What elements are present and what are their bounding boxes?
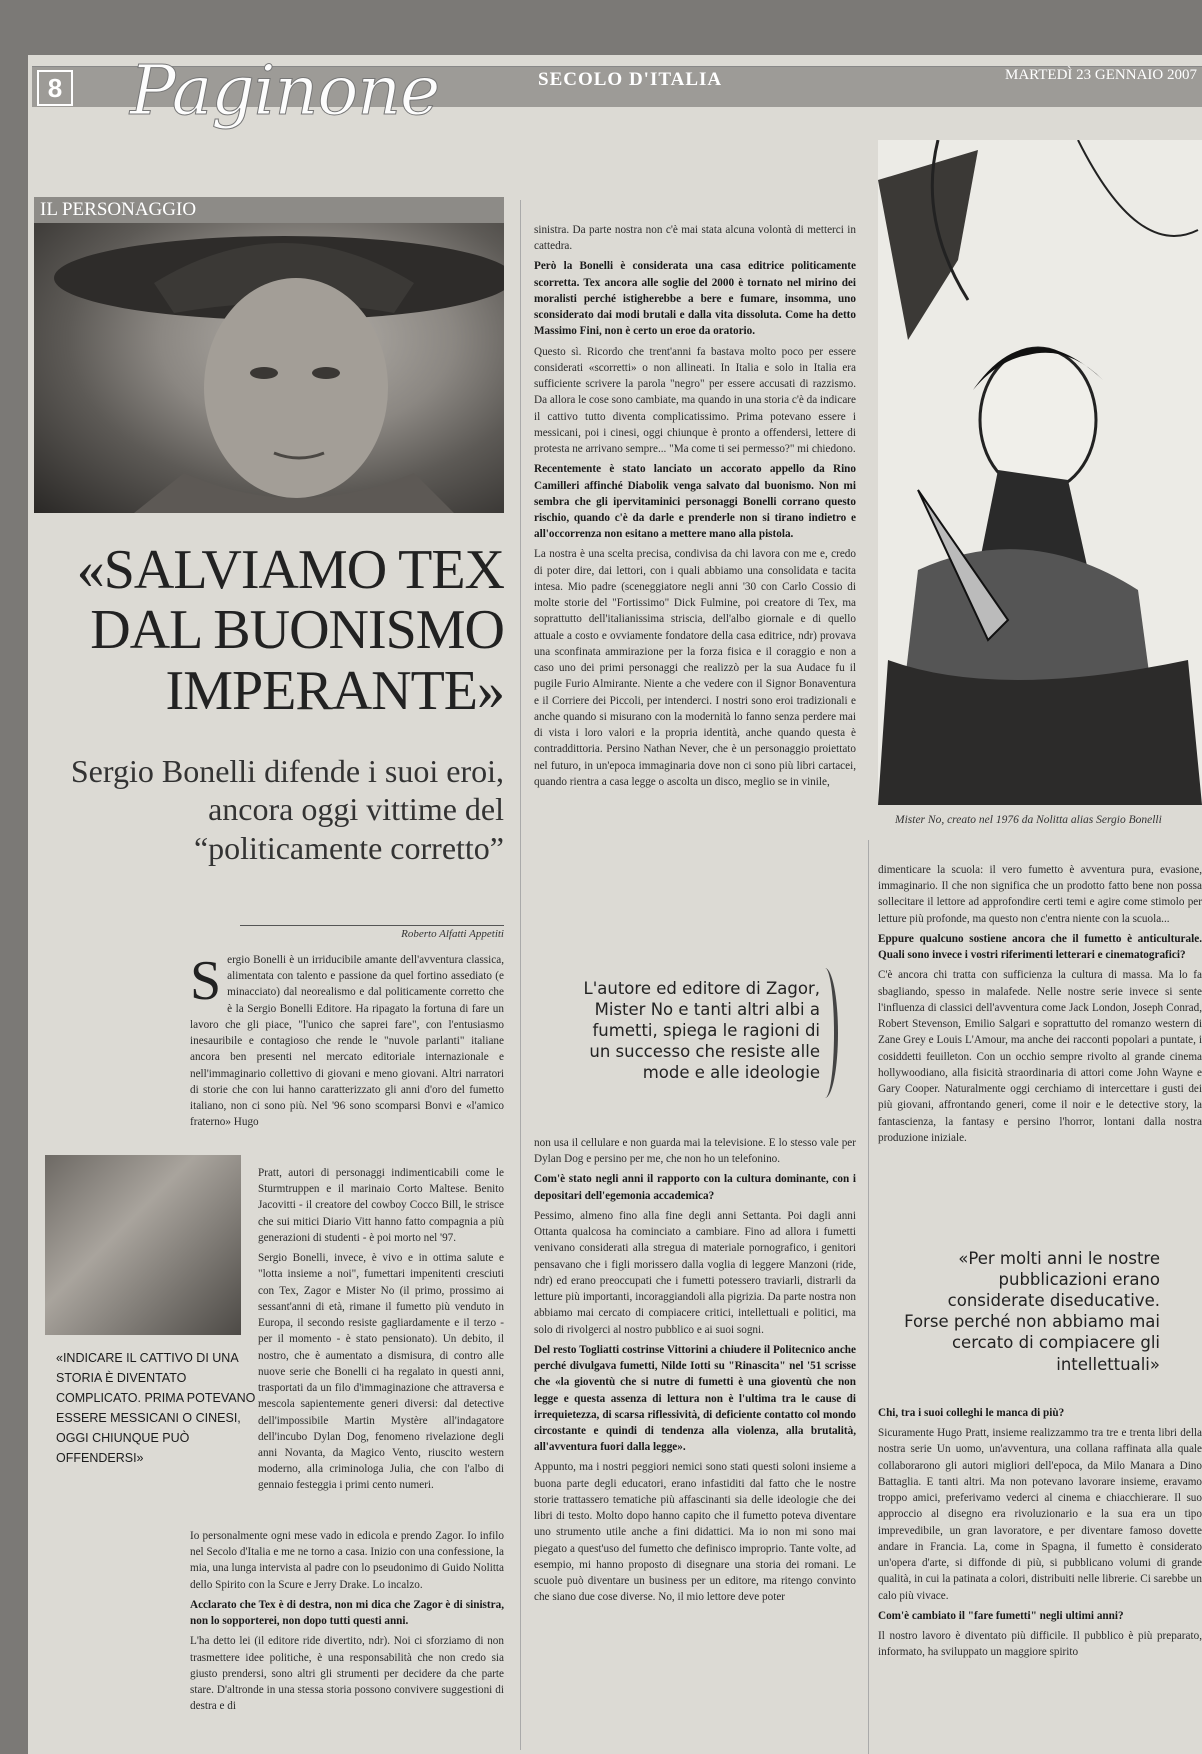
paragraph: Questo sì. Ricordo che trent'anni fa bastava molto poco per essere considerati «scorretti» o non allineati. In Italia e solo in Italia era sufficiente scrivere la parola "negro" per essere accusati di razzismo. Da allora le cose sono cambiate, ma quando in una storia c'è da indicare il cattivo tutto diventa complicatissimo. Prima potevano essere i messicani, poi i cinesi, oggi chiunque è pronto a offendersi, lettere di protesta ne arrivano sempre... "Ma come ti sei permesso?" mi chiedono. xyxy=(534,345,856,456)
mid-pull-quote: L'autore ed editore di Zagor, Mister No e tanti altri albi a fumetti, spiega le ragioni di un successo che resiste alle mode e alle ideologie xyxy=(576,978,820,1084)
lead-paragraph: ergio Bonelli è un irriducibile amante dell'avventura classica, alimentata con talento e passione da quel fortino assediato (e minacciato) dal neorealismo e dal politicamente corretto che è la Sergio Bonelli Editore. Ha ripagato la fortuna di fare un lavoro che gli piace, "l'unico che saprei fare", con l'entusiasmo inesauribile e contagioso che rende le "nuvole parlanti" italiane ancora ben presenti nel mercato editoriale internazionale e nell'immaginario collettivo di giovani e meno giovani. Altri narratori di storie che con lui hanno caratterizzato gli anni d'oro del fumetto italiano, non ci sono più. Nel '96 sono scomparsi Bonvi e «l'amico fraterno» Hugo xyxy=(190,954,504,1129)
newspaper-name: SECOLO D'ITALIA xyxy=(538,69,723,90)
paragraph: Appunto, ma i nostri peggiori nemici sono stati questi soloni insieme a buona parte degli educatori, erano infastiditi dal fatto che le nostre storie trattassero tematiche più affascinanti sia delle ideologie che dei libri di testo. Molto dopo hanno capito che il fumetto poteva diventare uno strumento utile anche a fini didattici. Ma io non mi sono mai piegato a quest'uso del fumetto che definisco improprio. Tante volte, ad esempio, mi hanno proposto di disegnare una storia dei romani. Le scuole può diventare un business per un editore, ma ritengo convinto che siano due cose diverse. No, il mio lettore deve poter xyxy=(534,1461,856,1604)
column-1-bottom xyxy=(190,1528,504,1754)
column-2-bottom xyxy=(534,1135,856,1754)
section-title: Paginone xyxy=(130,52,440,131)
column-3-bottom xyxy=(878,1405,1202,1754)
interview-question: Com'è cambiato il "fare fumetti" negli ultimi anni? xyxy=(878,1609,1124,1622)
column-2-top xyxy=(534,222,856,957)
inset-pull-quote: «INDICARE IL CATTIVO DI UNA STORIA È DIVENTATO COMPLICATO. PRIMA POTEVANO ESSERE MESSICANI O CINESI, OGGI CHIUNQUE PUÒ OFFENDERSI» xyxy=(56,1351,256,1465)
paragraph: Io personalmente ogni mese vado in edicola e prendo Zagor. Io infilo nel Secolo d'Italia e me ne torno a casa. Inizio con una confessione, la mia, una lunga intervista al padre con lo pseudonimo di Guido Nolitta dello Spirito con la Scure e Jerry Drake. Lo incalzo. xyxy=(190,1530,504,1591)
column-rule xyxy=(520,200,521,1750)
kicker: IL PERSONAGGIO xyxy=(34,197,504,223)
interview-question: Recentemente è stato lanciato un accorato appello da Rino Camilleri affinché Diabolik venga salvato dal buonismo. Non mi sembra che gli ipervitaminici personaggi Bonelli corrano questo rischio, quando c'è da darle e prenderle non si tirano indietro e all'occorrenza non esitano a mettere mano alla pistola. xyxy=(534,463,856,541)
headline: «SALVIAMO TEX DAL BUONISMO IMPERANTE» xyxy=(76,539,504,722)
column-1-top xyxy=(190,952,504,1162)
interview-question: Eppure qualcuno sostiene ancora che il fumetto è anticulturale. Quali sono invece i vostri riferimenti letterari e cinematografici? xyxy=(878,932,1202,962)
paragraph: Pratt, autori di personaggi indimenticabili come le Sturmtruppen e il marinaio Corto Maltese. Benito Jacovitti - il creatore del cowboy Cocco Bill, le strisce che sui mitici Diario Vitt hanno fatto compagnia a più generazioni di studenti - è poi morto nel '97. xyxy=(258,1167,504,1244)
inset-photo-bonelli xyxy=(45,1155,241,1335)
comic-illustration xyxy=(878,140,1202,805)
interview-question: Del resto Togliatti costrinse Vittorini a chiudere il Politecnico anche perché divulgava fumetti, Nilde Iotti su "Rinascita" nel '51 scrisse che «la gioventù che si nutre di fumetti è una gioventù che non legge e questa assenza di lettura non è l'ultima tra le cause di irrequietezza, di scarsa riflessività, di deficiente contatto col mondo circostante e quindi di tendenza alla violenza, alla brutalità, all'avventura fuori dalla legge». xyxy=(534,1343,856,1454)
paragraph: non usa il cellulare e non guarda mai la televisione. E lo stesso vale per Dylan Dog e persino per me, che non ho un telefonino. xyxy=(534,1137,856,1166)
subheadline: Sergio Bonelli difende i suoi eroi, ancora oggi vittime del “politicamente corretto” xyxy=(70,753,504,866)
paragraph: Sicuramente Hugo Pratt, insieme realizzammo tra tre e trenta libri della nostra serie Un uomo, un'avventura, una collana raffinata alla quale collaborarono gli autori migliori dell'epoca, da Milo Manara a Dino Battaglia. E tanti altri. Ma non potevano lavorare insieme, eravamo troppo amici, preferivamo vederci al cinema e chiacchierare. Il suo approccio al disegno era rivoluzionario e la sua era un tipo imprevedibile, un gran lavoratore, e per diventare famoso dovette andare in Francia. La, come in Spagna, il fumetto è considerato un'opera d'arte, si diffonde di più, si pubblicano volumi di grande qualità, in cui la patinata a colori, distribuiti nelle librerie. Ci sarebbe un calo più vivace. xyxy=(878,1427,1202,1602)
paragraph: Sergio Bonelli, invece, è vivo e in ottima salute e "lotta insieme a noi", fumettari impenitenti cresciuti con Tex, Zagor e Mister No (il primo, prossimo ai sessant'anni di età, rimane il fumetto più venduto in Europa, il secondo resiste gagliardamente e il terzo - per il momento - è stato pensionato). Un debito, il nostro, che è aumentato a dismisura, di contro alle nuove serie che Bonelli ci ha regalato in questi anni, trasportati da un filo d'immaginazione che attraversa e mescola sapientemente generi diversi: dal detective dell'impossibile Martin Mystère all'indagatore dell'incubo Dylan Dog, fenomeno rivelazione degli anni Novanta, da Magico Vento, riuscito western moderno, alla criminologa Julia, che con l'albo di gennaio festeggia i primi cento numeri. xyxy=(258,1252,504,1492)
interview-question: Acclarato che Tex è di destra, non mi dica che Zagor è di sinistra, non lo sopporterei, non dopo tutti questi anni. xyxy=(190,1598,504,1628)
paragraph: Pessimo, almeno fino alla fine degli anni Settanta. Poi dagli anni Ottanta qualcosa ha cominciato a cambiare. Fino ad allora i fumetti venivano considerati alla stregua di materiale pornografico, i genitori pensavano che i figli morissero dalla voglia di leggere Manzoni (ride, ndr) ed erano preoccupati che i fumetti potessero traviarli, distrarli da letture più importanti, incoraggiandoli alla pigrizia. Da parte nostra non abbiamo mai cercato di compiacere critici, intellettuali e politici, ma solo di rivolgerci al nostro pubblico e ai suoi sogni. xyxy=(534,1209,856,1336)
drop-cap: S xyxy=(190,952,222,1012)
portrait-photo xyxy=(34,223,504,513)
byline: Roberto Alfatti Appetiti xyxy=(240,925,504,940)
column-1-beside-photo xyxy=(258,1165,504,1525)
paragraph: Il nostro lavoro è diventato più difficile. Il pubblico è più preparato, informato, ha sviluppato un maggiore spirito xyxy=(878,1630,1202,1659)
interview-question: Com'è stato negli anni il rapporto con la cultura dominante, con i depositari dell'egemonia accademica? xyxy=(534,1173,856,1202)
paragraph: L'ha detto lei (il editore ride divertito, ndr). Noi ci sforziamo di non trasmettere idee politiche, è una responsabilità che non credo sia giusto prendersi, sono altri gli strumenti per decidere da che parte stare. D'altronde in una stessa storia possono convivere suggestioni di destra e di xyxy=(190,1635,504,1713)
paragraph: sinistra. Da parte nostra non c'è mai stata alcuna volontà di metterci in cattedra. xyxy=(534,224,856,253)
interview-question: Chi, tra i suoi colleghi le manca di più? xyxy=(878,1407,1065,1419)
paragraph: La nostra è una scelta precisa, condivisa da chi lavora con me e, credo di poter dire, dai lettori, con i quali abbiamo una consolidata e tacita intesa. Mio padre (sceneggiatore negli anni '30 con Carlo Cossio di molte storie del "Fortissimo" Dick Fulmine, poi creatore di Tex, ma soprattutto dell'italianissima striscia, dell'albo giornale e di quello attuale a costo e ovviamente fondatore della casa editrice, ndr) provava una sconfinata ammirazione per la forza fisica e il coraggio e non a caso uno dei primi personaggi che realizzò per la sua Audace fu il pugile Furio Almirante. Niente a che vedere con il Signor Bonaventura e il Corriere dei Piccoli, per intenderci. I nostri sono eroi tradizionali e anche quando si misurano con la modernità lo fanno senza perdere mai di vista i loro valori e la propria identità, anche quando questa è contraddittoria. Persino Nathan Never, che è un personaggio proiettato nel futuro, in un'epoca immaginaria dove non ci sono più libri cartacei, quando rientra a casa legge o ascolta un disco, meglio se in vinile, xyxy=(534,548,856,788)
interview-question: Però la Bonelli è considerata una casa editrice politicamente scorretta. Tex ancora alle soglie del 2000 è tornato nel mirino dei moralisti perché istigherebbe a bere e fumare, insomma, uno sconsiderato dai modi brutali e dalla vita dissoluta. Come ha detto Massimo Fini, non è certo un eroe da oratorio. xyxy=(534,260,856,338)
issue-date: MARTEDÌ 23 GENNAIO 2007 xyxy=(1005,67,1197,83)
paragraph: dimenticare la scuola: il vero fumetto è avventura pura, evasione, immaginario. Il che non significa che un prodotto fatto bene non possa sollecitare il lettore ad approfondire certi temi e agire come stimolo per letture più profonde, ma questo non c'entra niente con la scuola... xyxy=(878,864,1202,925)
column-3-top xyxy=(878,862,1202,1238)
page-number: 8 xyxy=(37,70,73,106)
paragraph: C'è ancora chi tratta con sufficienza la cultura di massa. Ma lo fa sbagliando, spesso in malafede. Nelle nostre serie invece si sente l'influenza di classici dell'avventura come Jack London, Joseph Conrad, Robert Stevenson, Emilio Salgari e soprattutto del romanzo western di Zane Grey e Louis L'Amour, ma anche dei racconti popolari a puntate, i cosiddetti feuilleton. Con un occhio sempre rivolto al grande cinema hollywoodiano, alla fisicità straordinaria di attori come John Wayne e Gary Cooper. Naturalmente oggi cerchiamo di intercettare i gusti dei più giovani, affrontando generi, come il noir e le detective story, la fantascienza, la fantasy e persino l'horror, lontani dalla nostra produzione iniziale. xyxy=(878,969,1202,1144)
right-pull-quote: «Per molti anni le nostre pubblicazioni erano considerate diseducative. Forse perché non abbiamo mai cercato di compiacere gli intellettuali» xyxy=(904,1249,1160,1374)
column-rule xyxy=(868,840,869,1754)
comic-caption: Mister No, creato nel 1976 da Nolitta alias Sergio Bonelli xyxy=(895,814,1162,826)
